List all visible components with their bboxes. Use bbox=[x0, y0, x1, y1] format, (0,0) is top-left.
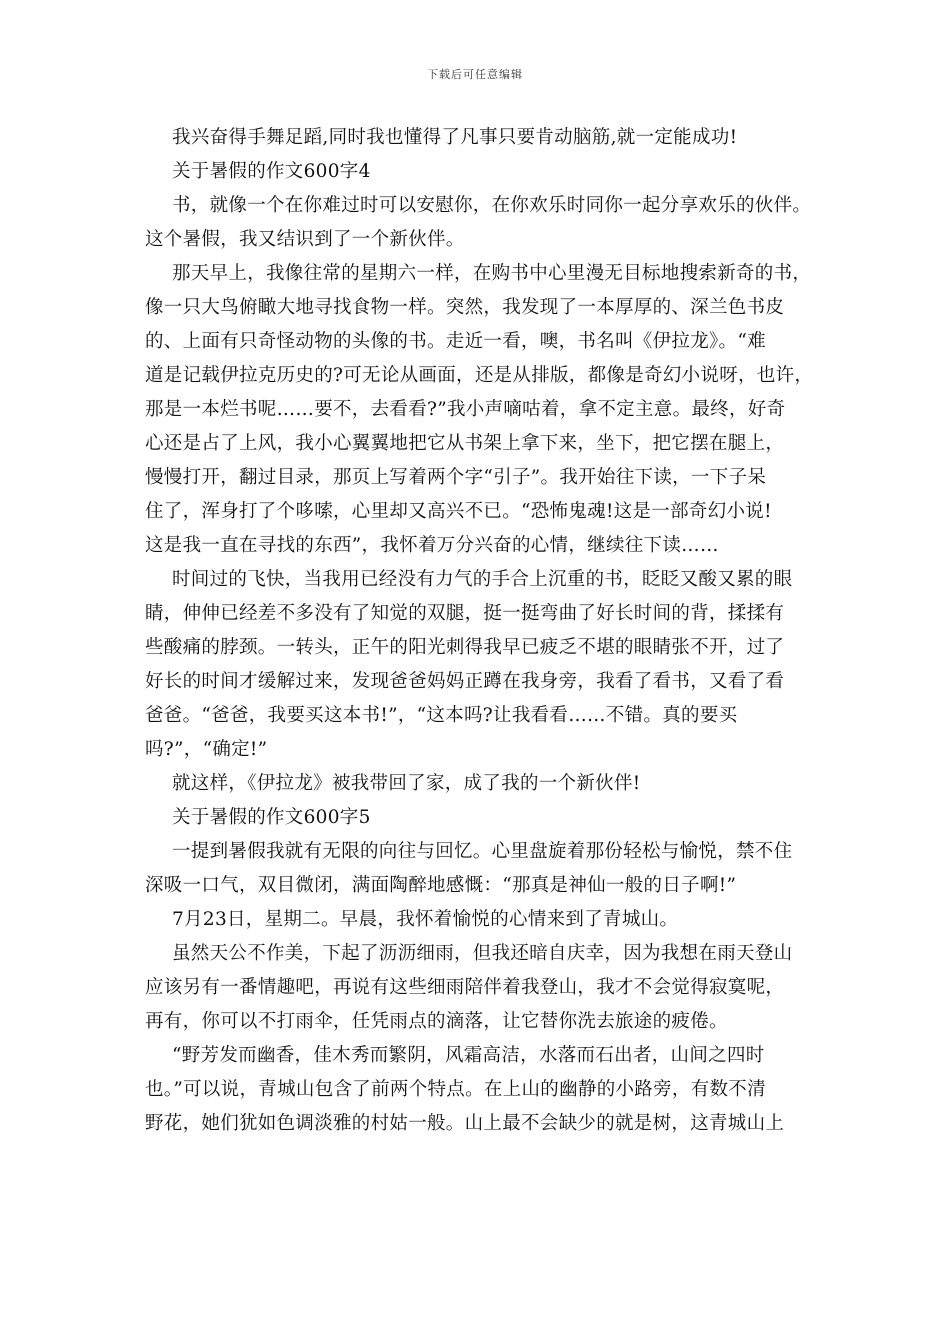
text-line: 关于暑假的作文600字5 bbox=[172, 807, 371, 828]
page-header: 下载后可任意编辑 bbox=[427, 68, 523, 81]
text-line: 的、上面有只奇怪动物的头像的书。走近一看，噢，书名叫《伊拉龙》。“难 bbox=[145, 331, 766, 352]
text-line: 那天早上，我像往常的星期六一样，在购书中心里漫无目标地搜索新奇的书， bbox=[172, 263, 812, 284]
text-line: 些酸痛的脖颈。一转头，正午的阳光刺得我早已疲乏不堪的眼睛张不开，过了 bbox=[145, 637, 785, 658]
text-line: 关于暑假的作文600字4 bbox=[172, 161, 371, 182]
text-line: “野芳发而幽香，佳木秀而繁阴，风霜高洁，水落而石出者，山间之四时 bbox=[172, 1045, 765, 1066]
text-line: 心还是占了上风，我小心翼翼地把它从书架上拿下来，坐下，把它摆在腿上， bbox=[145, 433, 785, 454]
text-line: 道是记载伊拉克历史的?可无论从画面，还是从排版，都像是奇幻小说呀，也许， bbox=[145, 365, 814, 386]
text-line: 就这样，《伊拉龙》被我带回了家，成了我的一个新伙伴! bbox=[172, 773, 641, 794]
text-line: 吗?”，“确定!” bbox=[145, 739, 268, 760]
text-line: 也。”可以说，青城山包含了前两个特点。在上山的幽静的小路旁，有数不清 bbox=[145, 1079, 766, 1100]
text-line: 应该另有一番情趣吧，再说有这些细雨陪伴着我登山，我才不会觉得寂寞呢， bbox=[145, 977, 785, 998]
text-line: 7月23日，星期二。早晨，我怀着愉悦的心情来到了青城山。 bbox=[172, 909, 679, 930]
text-line: 慢慢打开，翻过目录，那页上写着两个字“引子”。我开始往下读，一下子呆 bbox=[145, 467, 767, 488]
text-line: 像一只大鸟俯瞰大地寻找食物一样。突然，我发现了一本厚厚的、深兰色书皮 bbox=[145, 297, 785, 318]
text-line: 一提到暑假我就有无限的向往与回忆。心里盘旋着那份轻松与愉悦，禁不住 bbox=[172, 841, 793, 862]
text-line: 这个暑假，我又结识到了一个新伙伴。 bbox=[145, 229, 465, 250]
text-line: 书，就像一个在你难过时可以安慰你，在你欢乐时同你一起分享欢乐的伙伴。 bbox=[172, 195, 812, 216]
text-line: 虽然天公不作美，下起了沥沥细雨，但我还暗自庆幸，因为我想在雨天登山 bbox=[172, 943, 793, 964]
text-line: 那是一本烂书呢……要不，去看看?”我小声嘀咕着，拿不定主意。最终，好奇 bbox=[145, 399, 786, 420]
text-line: 野花，她们犹如色调淡雅的村姑一般。山上最不会缺少的就是树，这青城山上 bbox=[145, 1113, 785, 1134]
document-body bbox=[145, 121, 814, 1141]
text-line: 再有，你可以不打雨伞，任凭雨点的滴落，让它替你洗去旅途的疲倦。 bbox=[145, 1011, 728, 1032]
text-line: 住了，浑身打了个哆嗦，心里却又高兴不已。“恐怖鬼魂!这是一部奇幻小说! bbox=[145, 501, 772, 522]
text-line: 好长的时间才缓解过来，发现爸爸妈妈正蹲在我身旁，我看了看书，又看了看 bbox=[145, 671, 785, 692]
text-line: 我兴奋得手舞足蹈,同时我也懂得了凡事只要肯动脑筋,就一定能成功! bbox=[172, 127, 738, 148]
text-line: 睛，伸伸已经差不多没有了知觉的双腿，挺一挺弯曲了好长时间的背，揉揉有 bbox=[145, 603, 785, 624]
text-line: 时间过的飞快，当我用已经没有力气的手合上沉重的书，眨眨又酸又累的眼 bbox=[172, 569, 793, 590]
text-line: 这是我一直在寻找的东西”，我怀着万分兴奋的心情，继续往下读…… bbox=[145, 535, 719, 556]
text-line: 深吸一口气，双目微闭，满面陶醉地感慨：“那真是神仙一般的日子啊!” bbox=[145, 875, 737, 896]
text-line: 爸爸。“爸爸，我要买这本书!”，“这本吗?让我看看……不错。真的要买 bbox=[145, 705, 738, 726]
